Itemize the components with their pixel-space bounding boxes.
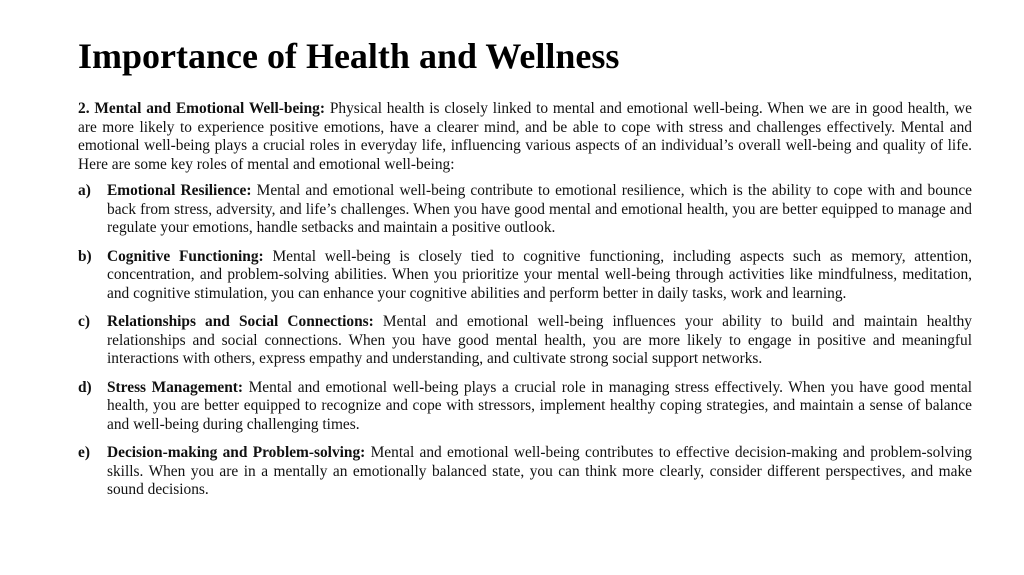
list-item-text: Mental and emotional well-being contributes to effective decision-making and problem-solving skills. When you are in a mentally an emotionally balanced state, you can think more clearly, consider different perspectives, and make sound decisions. — [107, 444, 972, 498]
list-item-text: Mental and emotional well-being contribute to emotional resilience, which is the ability to cope with and bounce back from stress, adversity, and life’s challenges. When you have good mental and emotional health, you are better equipped to manage and regulate your emotions, handle setbacks and maintain a positive outlook. — [107, 182, 972, 236]
intro-text: Physical health is closely linked to mental and emotional well-being. When we are in good health, we are more likely to experience positive emotions, have a clearer mind, and be able to cope with stress and challenges effectively. Mental and emotional well-being plays a crucial roles in everyday life, influencing various aspects of an individual’s overall well-being and quality of life. Here are some key roles of mental and emotional well-being: — [78, 100, 972, 173]
intro-paragraph — [78, 100, 972, 174]
page-title: Importance of Health and Wellness — [78, 36, 620, 76]
list-marker: a) — [78, 182, 91, 199]
roles-list — [78, 182, 972, 500]
list-item-body — [107, 444, 972, 500]
list-item-stress-management — [78, 379, 972, 435]
list-item-text: Mental and emotional well-being influences your ability to build and maintain healthy relationships and social connections. When you have good mental health, you are more likely to engage in positive and meaningful interactions with others, express empathy and understanding, and cultivate strong social support networks. — [107, 313, 972, 367]
list-item-heading: Emotional Resilience: — [107, 182, 252, 199]
list-item-heading: Relationships and Social Connections: — [107, 313, 374, 330]
list-item-decision-making — [78, 444, 972, 500]
list-item-heading: Stress Management: — [107, 378, 244, 396]
list-item-text: Mental well-being is closely tied to cognitive functioning, including aspects such as memory, attention, concentration, and problem-solving abilities. When you prioritize your mental well-being through activities like mindfulness, meditation, and cognitive stimulation, you can enhance your cognitive abilities and perform better in daily tasks, work and learning. — [107, 247, 972, 302]
list-item-heading: Decision-making and Problem-solving: — [107, 444, 366, 461]
list-marker: c) — [78, 313, 90, 330]
list-item-body — [107, 182, 972, 238]
intro-heading: 2. Mental and Emotional Well-being: — [78, 100, 325, 117]
list-item-body — [107, 379, 972, 435]
list-item-heading: Cognitive Functioning: — [107, 247, 264, 265]
list-item-body — [107, 313, 972, 369]
list-item-text: Mental and emotional well-being plays a crucial role in managing stress effectively. When you have good mental health, you are better equipped to recognize and cope with stressors, implement healthy coping strategies, and maintain a sense of balance and well-being during challenging times. — [107, 378, 972, 433]
list-item-emotional-resilience — [78, 182, 972, 238]
list-marker: e) — [78, 444, 90, 461]
list-marker: b) — [78, 247, 92, 265]
list-marker: d) — [78, 378, 92, 396]
list-item-cognitive-functioning — [78, 248, 972, 304]
list-item-body — [107, 248, 972, 304]
list-item-relationships — [78, 313, 972, 369]
